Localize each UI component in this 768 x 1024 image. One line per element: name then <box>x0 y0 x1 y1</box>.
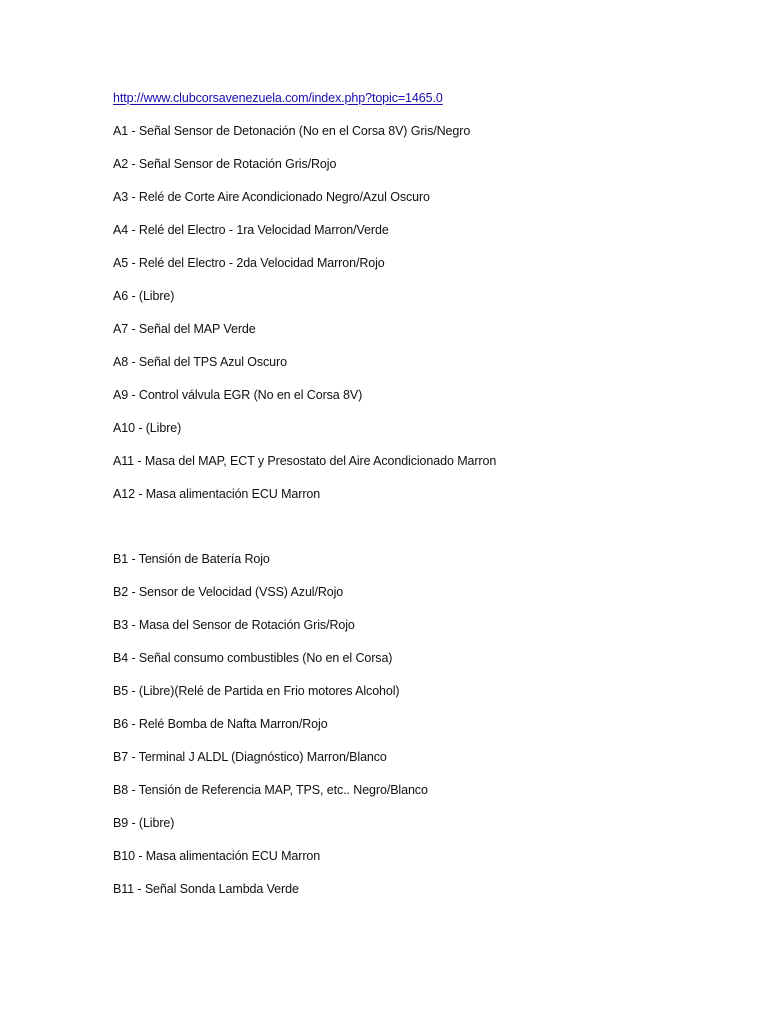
pin-a6: A6 - (Libre) <box>113 289 175 303</box>
document-content <box>113 91 733 915</box>
pin-a2: A2 - Señal Sensor de Rotación Gris/Rojo <box>113 157 337 171</box>
pin-a5: A5 - Relé del Electro - 2da Velocidad Marron/Rojo <box>113 256 385 270</box>
pin-a3: A3 - Relé de Corte Aire Acondicionado Negro/Azul Oscuro <box>113 190 430 204</box>
pin-a10: A10 - (Libre) <box>113 421 182 435</box>
section-a <box>113 124 733 502</box>
section-spacer <box>113 520 733 552</box>
pin-a11: A11 - Masa del MAP, ECT y Presostato del Aire Acondicionado Marron <box>113 454 497 468</box>
pin-b6: B6 - Relé Bomba de Nafta Marron/Rojo <box>113 717 328 731</box>
pin-b3: B3 - Masa del Sensor de Rotación Gris/Rojo <box>113 618 355 632</box>
source-link-line <box>113 91 733 106</box>
pin-a4: A4 - Relé del Electro - 1ra Velocidad Marron/Verde <box>113 223 389 237</box>
pin-a9: A9 - Control válvula EGR (No en el Corsa 8V) <box>113 388 363 402</box>
pin-a7: A7 - Señal del MAP Verde <box>113 322 256 336</box>
pin-b10: B10 - Masa alimentación ECU Marron <box>113 849 321 863</box>
section-b <box>113 552 733 897</box>
pin-b8: B8 - Tensión de Referencia MAP, TPS, etc.. Negro/Blanco <box>113 783 428 797</box>
pin-b11: B11 - Señal Sonda Lambda Verde <box>113 882 299 896</box>
source-link[interactable]: http://www.clubcorsavenezuela.com/index.php?topic=1465.0 <box>113 91 443 105</box>
pin-b4: B4 - Señal consumo combustibles (No en el Corsa) <box>113 651 393 665</box>
pin-b2: B2 - Sensor de Velocidad (VSS) Azul/Rojo <box>113 585 344 599</box>
pin-b1: B1 - Tensión de Batería Rojo <box>113 552 270 566</box>
pin-a1: A1 - Señal Sensor de Detonación (No en el Corsa 8V) Gris/Negro <box>113 124 471 138</box>
pin-b9: B9 - (Libre) <box>113 816 175 830</box>
pin-b7: B7 - Terminal J ALDL (Diagnóstico) Marron/Blanco <box>113 750 387 764</box>
pin-a8: A8 - Señal del TPS Azul Oscuro <box>113 355 287 369</box>
pin-b5: B5 - (Libre)(Relé de Partida en Frio motores Alcohol) <box>113 684 400 698</box>
pin-a12: A12 - Masa alimentación ECU Marron <box>113 487 321 501</box>
